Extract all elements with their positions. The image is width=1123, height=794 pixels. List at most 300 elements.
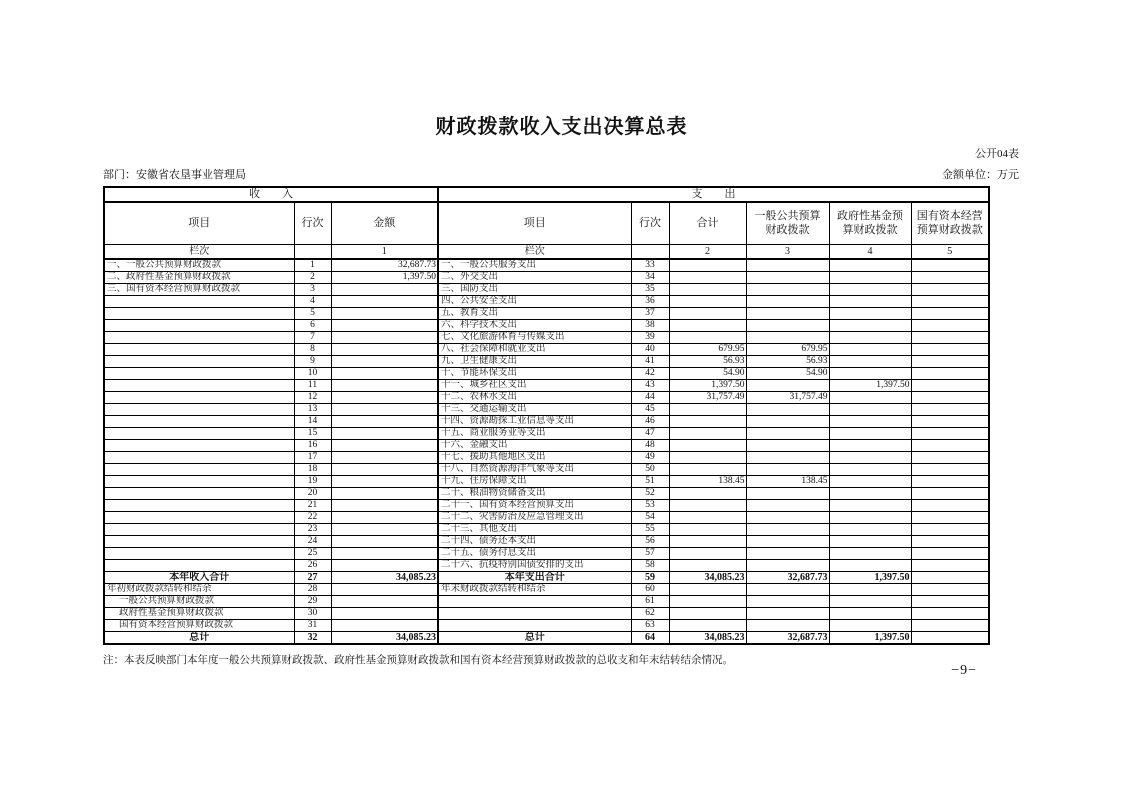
cell-gov-fund: 1,397.50 <box>829 379 911 391</box>
cell-state-capital <box>911 367 989 379</box>
cell-expense-line: 56 <box>631 535 669 547</box>
cell-state-capital <box>911 595 989 607</box>
cell-general-budget <box>746 547 829 559</box>
cell-expense-line: 57 <box>631 547 669 559</box>
table-body <box>104 259 989 644</box>
table-row <box>104 391 989 403</box>
cell-general-budget <box>746 295 829 307</box>
cell-income-item: 二、政府性基金预算财政拨款 <box>104 271 294 283</box>
cell-state-capital <box>911 403 989 415</box>
cell-total <box>669 295 746 307</box>
cell-expense-item: 九、卫生健康支出 <box>438 355 631 367</box>
table-row <box>104 475 989 487</box>
cell-expense-item: 二十一、国有资本经营预算支出 <box>438 499 631 511</box>
table-row <box>104 487 989 499</box>
cell-gov-fund: 1,397.50 <box>829 631 911 644</box>
cell-general-budget <box>746 427 829 439</box>
cell-gov-fund <box>829 391 911 403</box>
table-row <box>104 319 989 331</box>
table-row <box>104 343 989 355</box>
cell-income-amount <box>331 295 438 307</box>
table-row <box>104 271 989 283</box>
cell-income-amount <box>331 331 438 343</box>
cell-expense-item: 十六、金融支出 <box>438 439 631 451</box>
cell-total <box>669 523 746 535</box>
colnum-expense-label: 栏次 <box>438 244 631 259</box>
cell-state-capital <box>911 487 989 499</box>
cell-expense-item: 六、科学技术支出 <box>438 319 631 331</box>
cell-general-budget <box>746 607 829 619</box>
cell-expense-line: 33 <box>631 259 669 272</box>
cell-income-item <box>104 295 294 307</box>
cell-expense-item: 八、社会保障和就业支出 <box>438 343 631 355</box>
cell-general-budget: 679.95 <box>746 343 829 355</box>
cell-expense-item <box>438 595 631 607</box>
cell-general-budget <box>746 559 829 571</box>
cell-expense-line: 36 <box>631 295 669 307</box>
table-row <box>104 295 989 307</box>
cell-income-amount <box>331 607 438 619</box>
fiscal-appropriation-table <box>103 186 990 645</box>
cell-expense-line: 48 <box>631 439 669 451</box>
table-row <box>104 619 989 631</box>
cell-income-line: 23 <box>294 523 331 535</box>
cell-income-amount <box>331 619 438 631</box>
cell-expense-item: 十五、商业服务业等支出 <box>438 427 631 439</box>
cell-expense-item: 十四、资源勘探工业信息等支出 <box>438 415 631 427</box>
cell-gov-fund <box>829 259 911 272</box>
cell-total <box>669 487 746 499</box>
cell-total <box>669 559 746 571</box>
cell-income-line: 6 <box>294 319 331 331</box>
cell-income-item <box>104 307 294 319</box>
form-number: 公开04表 <box>975 148 1019 160</box>
colnum-total: 2 <box>669 244 746 259</box>
cell-state-capital <box>911 547 989 559</box>
colnum-general: 3 <box>746 244 829 259</box>
cell-income-item <box>104 403 294 415</box>
cell-income-item <box>104 415 294 427</box>
cell-income-line: 30 <box>294 607 331 619</box>
cell-income-amount <box>331 535 438 547</box>
cell-expense-item: 七、文化旅游体育与传媒支出 <box>438 331 631 343</box>
cell-gov-fund <box>829 271 911 283</box>
table-row <box>104 259 989 272</box>
cell-total <box>669 607 746 619</box>
table-row <box>104 559 989 571</box>
cell-income-line: 19 <box>294 475 331 487</box>
table-row <box>104 583 989 595</box>
cell-total <box>669 331 746 343</box>
table-row <box>104 631 989 644</box>
cell-general-budget <box>746 307 829 319</box>
cell-total: 138.45 <box>669 475 746 487</box>
cell-income-line: 14 <box>294 415 331 427</box>
cell-gov-fund <box>829 511 911 523</box>
cell-gov-fund <box>829 547 911 559</box>
cell-total: 54.90 <box>669 367 746 379</box>
cell-expense-item: 二十五、债务付息支出 <box>438 547 631 559</box>
cell-state-capital <box>911 259 989 272</box>
cell-state-capital <box>911 343 989 355</box>
cell-income-line: 21 <box>294 499 331 511</box>
cell-expense-item: 五、教育支出 <box>438 307 631 319</box>
table-row <box>104 367 989 379</box>
column-header-row <box>104 202 989 244</box>
cell-income-item: 本年收入合计 <box>104 571 294 583</box>
cell-general-budget <box>746 535 829 547</box>
cell-general-budget: 32,687.73 <box>746 631 829 644</box>
cell-total <box>669 319 746 331</box>
cell-income-amount <box>331 319 438 331</box>
cell-income-item: 国有资本经营预算财政拨款 <box>104 619 294 631</box>
cell-income-item: 一般公共预算财政拨款 <box>104 595 294 607</box>
cell-gov-fund <box>829 487 911 499</box>
cell-gov-fund <box>829 475 911 487</box>
cell-total: 679.95 <box>669 343 746 355</box>
cell-total: 34,085.23 <box>669 631 746 644</box>
cell-total <box>669 451 746 463</box>
cell-income-amount <box>331 379 438 391</box>
cell-income-line: 22 <box>294 511 331 523</box>
cell-income-item <box>104 319 294 331</box>
cell-income-item <box>104 331 294 343</box>
colnum-income-label: 栏次 <box>104 244 294 259</box>
cell-expense-item: 二十六、抗疫特别国债安排的支出 <box>438 559 631 571</box>
cell-expense-line: 39 <box>631 331 669 343</box>
cell-gov-fund <box>829 367 911 379</box>
cell-gov-fund <box>829 283 911 295</box>
cell-state-capital <box>911 355 989 367</box>
cell-general-budget <box>746 595 829 607</box>
cell-expense-item: 十八、自然资源海洋气象等支出 <box>438 463 631 475</box>
cell-income-amount <box>331 451 438 463</box>
cell-income-line: 18 <box>294 463 331 475</box>
cell-gov-fund <box>829 607 911 619</box>
cell-general-budget <box>746 487 829 499</box>
cell-gov-fund <box>829 355 911 367</box>
cell-expense-line: 34 <box>631 271 669 283</box>
cell-income-line: 28 <box>294 583 331 595</box>
cell-income-line: 12 <box>294 391 331 403</box>
cell-total <box>669 463 746 475</box>
cell-income-amount <box>331 415 438 427</box>
cell-total <box>669 403 746 415</box>
cell-income-item <box>104 535 294 547</box>
cell-expense-line: 47 <box>631 427 669 439</box>
cell-income-line: 20 <box>294 487 331 499</box>
cell-total <box>669 535 746 547</box>
cell-state-capital <box>911 523 989 535</box>
cell-income-amount: 1,397.50 <box>331 271 438 283</box>
cell-expense-line: 62 <box>631 607 669 619</box>
cell-state-capital <box>911 451 989 463</box>
cell-income-line: 26 <box>294 559 331 571</box>
colnum-income-line <box>294 244 331 259</box>
cell-income-amount: 34,085.23 <box>331 631 438 644</box>
cell-income-item <box>104 367 294 379</box>
cell-total <box>669 415 746 427</box>
cell-gov-fund: 1,397.50 <box>829 571 911 583</box>
cell-income-item <box>104 559 294 571</box>
cell-income-amount <box>331 307 438 319</box>
cell-expense-item: 十、节能环保支出 <box>438 367 631 379</box>
cell-general-budget <box>746 415 829 427</box>
cell-gov-fund <box>829 343 911 355</box>
cell-expense-line: 55 <box>631 523 669 535</box>
table-row <box>104 547 989 559</box>
table-row <box>104 331 989 343</box>
column-number-row <box>104 244 989 259</box>
cell-income-line: 17 <box>294 451 331 463</box>
cell-income-line: 27 <box>294 571 331 583</box>
col-header-income-item: 项目 <box>104 202 294 244</box>
colnum-amount: 1 <box>331 244 438 259</box>
cell-expense-item: 十二、农林水支出 <box>438 391 631 403</box>
income-section-header: 收 入 <box>104 187 438 202</box>
cell-expense-line: 54 <box>631 511 669 523</box>
cell-gov-fund <box>829 319 911 331</box>
cell-income-line: 32 <box>294 631 331 644</box>
cell-general-budget <box>746 463 829 475</box>
cell-expense-line: 41 <box>631 355 669 367</box>
cell-income-amount <box>331 487 438 499</box>
cell-gov-fund <box>829 559 911 571</box>
cell-income-line: 24 <box>294 535 331 547</box>
cell-income-amount <box>331 559 438 571</box>
expense-section-header: 支 出 <box>438 187 989 202</box>
cell-income-line: 1 <box>294 259 331 272</box>
cell-expense-item: 本年支出合计 <box>438 571 631 583</box>
cell-gov-fund <box>829 439 911 451</box>
cell-expense-line: 35 <box>631 283 669 295</box>
cell-income-amount <box>331 547 438 559</box>
cell-general-budget <box>746 259 829 272</box>
cell-state-capital <box>911 379 989 391</box>
table-row <box>104 283 989 295</box>
cell-income-line: 5 <box>294 307 331 319</box>
cell-expense-line: 46 <box>631 415 669 427</box>
cell-gov-fund <box>829 295 911 307</box>
cell-income-item <box>104 391 294 403</box>
cell-income-line: 2 <box>294 271 331 283</box>
cell-income-amount <box>331 511 438 523</box>
cell-total <box>669 511 746 523</box>
table-row <box>104 439 989 451</box>
cell-income-amount <box>331 367 438 379</box>
cell-total <box>669 271 746 283</box>
cell-general-budget: 32,687.73 <box>746 571 829 583</box>
cell-expense-item: 二十二、灾害防治及应急管理支出 <box>438 511 631 523</box>
cell-expense-line: 50 <box>631 463 669 475</box>
amount-unit-label: 金额单位：万元 <box>942 169 1019 181</box>
cell-state-capital <box>911 391 989 403</box>
cell-general-budget <box>746 283 829 295</box>
cell-expense-line: 64 <box>631 631 669 644</box>
cell-expense-line: 45 <box>631 403 669 415</box>
cell-state-capital <box>911 607 989 619</box>
section-header-row <box>104 187 989 202</box>
col-header-amount: 金额 <box>331 202 438 244</box>
cell-state-capital <box>911 535 989 547</box>
table-row <box>104 595 989 607</box>
cell-gov-fund <box>829 451 911 463</box>
table-row <box>104 307 989 319</box>
cell-state-capital <box>911 415 989 427</box>
cell-total: 56.93 <box>669 355 746 367</box>
cell-income-amount: 34,085.23 <box>331 571 438 583</box>
cell-expense-line: 42 <box>631 367 669 379</box>
cell-expense-item: 总计 <box>438 631 631 644</box>
department-label: 部门：安徽省农垦事业管理局 <box>103 169 246 181</box>
cell-general-budget <box>746 583 829 595</box>
cell-state-capital <box>911 439 989 451</box>
cell-gov-fund <box>829 415 911 427</box>
cell-general-budget <box>746 319 829 331</box>
cell-expense-item: 二十四、债务还本支出 <box>438 535 631 547</box>
cell-expense-line: 49 <box>631 451 669 463</box>
cell-gov-fund <box>829 427 911 439</box>
cell-income-item <box>104 439 294 451</box>
cell-expense-item: 三、国防支出 <box>438 283 631 295</box>
cell-state-capital <box>911 583 989 595</box>
cell-expense-line: 43 <box>631 379 669 391</box>
cell-general-budget <box>746 451 829 463</box>
cell-income-amount <box>331 499 438 511</box>
cell-general-budget: 31,757.49 <box>746 391 829 403</box>
cell-income-item <box>104 487 294 499</box>
cell-income-item: 总计 <box>104 631 294 644</box>
cell-gov-fund <box>829 307 911 319</box>
cell-income-item: 年初财政拨款结转和结余 <box>104 583 294 595</box>
cell-income-line: 9 <box>294 355 331 367</box>
cell-state-capital <box>911 619 989 631</box>
cell-state-capital <box>911 319 989 331</box>
cell-gov-fund <box>829 583 911 595</box>
cell-expense-item: 一、一般公共服务支出 <box>438 259 631 272</box>
cell-expense-item: 二十、粮油物资储备支出 <box>438 487 631 499</box>
cell-expense-line: 51 <box>631 475 669 487</box>
col-header-state-capital: 国有资本经营预算财政拨款 <box>911 202 989 244</box>
page-number: −9− <box>951 663 977 678</box>
cell-expense-item: 二十三、其他支出 <box>438 523 631 535</box>
cell-expense-item: 年末财政拨款结转和结余 <box>438 583 631 595</box>
cell-income-line: 3 <box>294 283 331 295</box>
cell-general-budget: 56.93 <box>746 355 829 367</box>
cell-income-item: 政府性基金预算财政拨款 <box>104 607 294 619</box>
cell-total <box>669 583 746 595</box>
cell-income-amount <box>331 427 438 439</box>
cell-expense-line: 44 <box>631 391 669 403</box>
cell-total: 34,085.23 <box>669 571 746 583</box>
cell-state-capital <box>911 307 989 319</box>
cell-general-budget <box>746 523 829 535</box>
cell-income-amount <box>331 391 438 403</box>
cell-income-line: 10 <box>294 367 331 379</box>
cell-total <box>669 439 746 451</box>
cell-income-item <box>104 475 294 487</box>
cell-gov-fund <box>829 331 911 343</box>
cell-income-item: 三、国有资本经营预算财政拨款 <box>104 283 294 295</box>
cell-state-capital <box>911 571 989 583</box>
cell-expense-item <box>438 619 631 631</box>
cell-total <box>669 619 746 631</box>
table-row <box>104 379 989 391</box>
cell-expense-line: 38 <box>631 319 669 331</box>
cell-income-amount <box>331 355 438 367</box>
table-row <box>104 511 989 523</box>
cell-expense-line: 53 <box>631 499 669 511</box>
cell-expense-item: 四、公共安全支出 <box>438 295 631 307</box>
cell-income-amount <box>331 283 438 295</box>
cell-state-capital <box>911 271 989 283</box>
cell-general-budget <box>746 379 829 391</box>
cell-expense-line: 37 <box>631 307 669 319</box>
cell-expense-item: 十三、交通运输支出 <box>438 403 631 415</box>
cell-state-capital <box>911 559 989 571</box>
cell-state-capital <box>911 283 989 295</box>
cell-expense-line: 61 <box>631 595 669 607</box>
table-row <box>104 355 989 367</box>
cell-total <box>669 259 746 272</box>
cell-expense-line: 40 <box>631 343 669 355</box>
cell-income-amount <box>331 439 438 451</box>
cell-gov-fund <box>829 619 911 631</box>
colnum-fund: 4 <box>829 244 911 259</box>
cell-income-item <box>104 355 294 367</box>
cell-state-capital <box>911 427 989 439</box>
cell-income-amount: 32,687.73 <box>331 259 438 272</box>
colnum-expense-line <box>631 244 669 259</box>
col-header-total: 合计 <box>669 202 746 244</box>
cell-income-line: 29 <box>294 595 331 607</box>
cell-income-line: 11 <box>294 379 331 391</box>
cell-income-amount <box>331 583 438 595</box>
cell-total: 1,397.50 <box>669 379 746 391</box>
table-row <box>104 607 989 619</box>
cell-income-line: 4 <box>294 295 331 307</box>
col-header-gov-fund: 政府性基金预算财政拨款 <box>829 202 911 244</box>
cell-gov-fund <box>829 595 911 607</box>
cell-total <box>669 499 746 511</box>
page-title: 财政拨款收入支出决算总表 <box>435 116 688 138</box>
cell-total <box>669 547 746 559</box>
table-row <box>104 415 989 427</box>
cell-general-budget <box>746 439 829 451</box>
cell-total <box>669 427 746 439</box>
cell-income-line: 7 <box>294 331 331 343</box>
col-header-expense-item: 项目 <box>438 202 631 244</box>
cell-state-capital <box>911 511 989 523</box>
table-row <box>104 451 989 463</box>
cell-income-amount <box>331 403 438 415</box>
cell-expense-item: 十九、住房保障支出 <box>438 475 631 487</box>
table-row <box>104 523 989 535</box>
table-row <box>104 403 989 415</box>
cell-expense-line: 52 <box>631 487 669 499</box>
cell-total <box>669 595 746 607</box>
cell-income-item <box>104 511 294 523</box>
cell-income-item <box>104 451 294 463</box>
footnote: 注：本表反映部门本年度一般公共预算财政拨款、政府性基金预算财政拨款和国有资本经营预算财政拨款的总收支和年末结转结余情况。 <box>103 655 733 666</box>
cell-general-budget <box>746 499 829 511</box>
cell-expense-item: 十七、援助其他地区支出 <box>438 451 631 463</box>
cell-state-capital <box>911 463 989 475</box>
cell-total <box>669 307 746 319</box>
cell-income-line: 8 <box>294 343 331 355</box>
cell-general-budget <box>746 271 829 283</box>
col-header-expense-line: 行次 <box>631 202 669 244</box>
